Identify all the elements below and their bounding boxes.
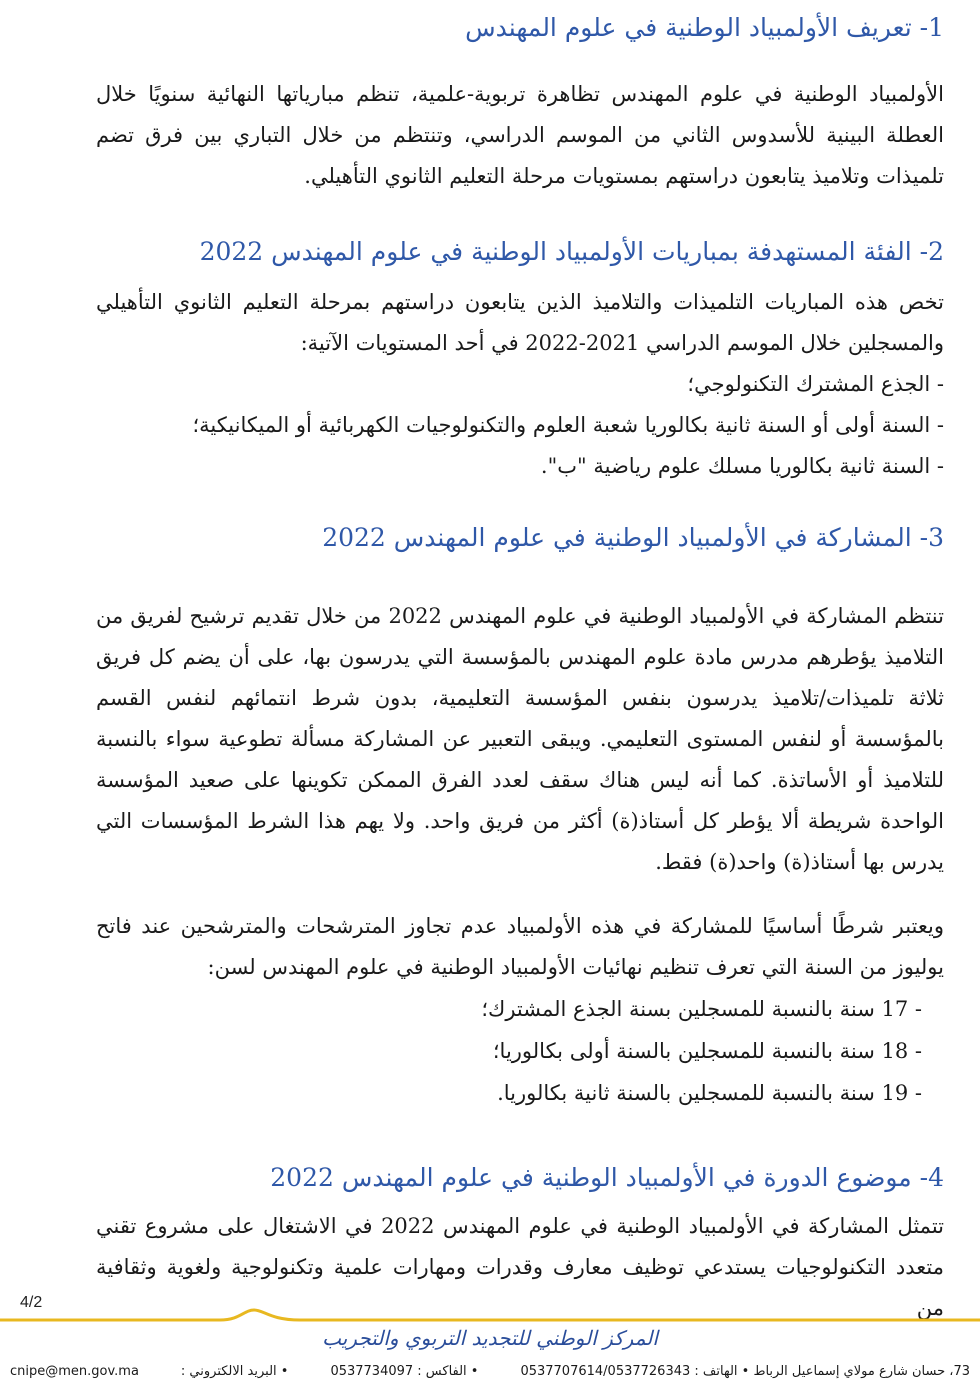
list-item: - السنة ثانية بكالوريا مسلك علوم رياضية "ب". <box>540 454 944 478</box>
list-item: - 17 سنة بالنسبة للمسجلين بسنة الجذع المشترك؛ <box>481 997 922 1021</box>
list-item: - الجذع المشترك التكنولوجي؛ <box>687 372 944 396</box>
section-3-conditions <box>96 906 944 1114</box>
contact-info <box>10 1364 970 1379</box>
section-2-intro: تخص هذه المباريات التلميذات والتلاميذ الذين يتابعون دراستهم بمرحلة التعليم الثانوي التأهيلي والمسجلين خلال الموسم الدراسي 2021-2022 في أحد المستويات الآتية: <box>96 290 944 355</box>
section-1-body: الأولمبياد الوطنية في علوم المهندس تظاهرة تربوية-علمية، تنظم مبارياتها النهائية سنويًا خلال العطلة البينية للأسدوس الثاني من الموسم الدراسي، وتنتظم من خلال التباري بين فرق تضم تلميذات وتلاميذ يتابعون دراستهم بمستويات مرحلة التعليم الثانوي التأهيلي. <box>96 82 944 188</box>
list-item: - 19 سنة بالنسبة للمسجلين بالسنة ثانية بكالوريا. <box>497 1081 922 1105</box>
page-number: 4/2 <box>20 1294 43 1311</box>
fax: • الفاكس : 0537734097 <box>330 1364 479 1379</box>
section-4-body: تتمثل المشاركة في الأولمبياد الوطنية في علوم المهندس 2022 في الاشتغال على مشروع تقني متعدد التكنولوجيات يستدعي توظيف معارف وقدرات ومهارات علمية وتكنولوجية ولغوية وثقافية من <box>96 1214 945 1320</box>
section-3-body-1: تنتظم المشاركة في الأولمبياد الوطنية في علوم المهندس 2022 من خلال تقديم ترشيح لفريق من التلاميذ يؤطرهم مدرس مادة علوم المهندس بالمؤسسة التي يدرسون بها، على أن يضم كل فريق ثلاثة تلميذات/تلاميذ يدرسون بنفس المؤسسة التعليمية، بدون شرط انتمائهم لنفس القسم بالمؤسسة أو لنفس المستوى التعليمي. ويبقى التعبير عن المشاركة مسألة تطوعية سواء بالنسبة للتلاميذ أو الأساتذة. كما أنه ليس هناك سقف لعدد الفرق الممكن تكوينها على صعيد المؤسسة الواحدة شريطة ألا يؤطر كل أستاذ(ة) أكثر من فريق واحد. ولا يهم هذا الشرط المؤسسات التي يدرس بها أستاذ(ة) واحد(ة) فقط. <box>96 604 944 874</box>
email-link[interactable]: cnipe@men.gov.ma <box>10 1364 139 1379</box>
age-limits-list <box>96 988 944 1114</box>
organization-name: المركز الوطني للتجديد التربوي والتجريب <box>322 1326 658 1350</box>
email-label: • البريد الالكتروني : <box>180 1364 289 1379</box>
footer-swoosh <box>0 1310 980 1320</box>
section-2-content <box>96 282 944 487</box>
section-2-heading: 2- الفئة المستهدفة بمباريات الأولمبياد الوطنية في علوم المهندس 2022 <box>199 237 944 266</box>
section-3-heading: 3- المشاركة في الأولمبياد الوطنية في علوم المهندس 2022 <box>322 523 944 552</box>
eligible-levels-list <box>96 364 944 487</box>
section-1-heading: 1- تعريف الأولمبياد الوطنية في علوم المهندس <box>465 13 944 42</box>
section-3-body-2: ويعتبر شرطًا أساسيًا للمشاركة في هذه الأولمبياد عدم تجاوز المترشحات والمترشحين عند فاتح يوليوز من السنة التي تعرف تنظيم نهائيات الأولمبياد الوطنية في علوم المهندس لسن: <box>96 914 944 979</box>
list-item: - السنة أولى أو السنة ثانية بكالوريا شعبة العلوم والتكنولوجيات الكهربائية أو الميكانيكية؛ <box>192 413 944 437</box>
section-4-heading: 4- موضوع الدورة في الأولمبياد الوطنية في علوم المهندس 2022 <box>270 1163 944 1192</box>
list-item: - 18 سنة بالنسبة للمسجلين بالسنة أولى بكالوريا؛ <box>492 1039 922 1063</box>
address: 73، حسان شارع مولاي إسماعيل الرباط • الهاتف : 0537707614/0537726343 <box>520 1364 970 1379</box>
